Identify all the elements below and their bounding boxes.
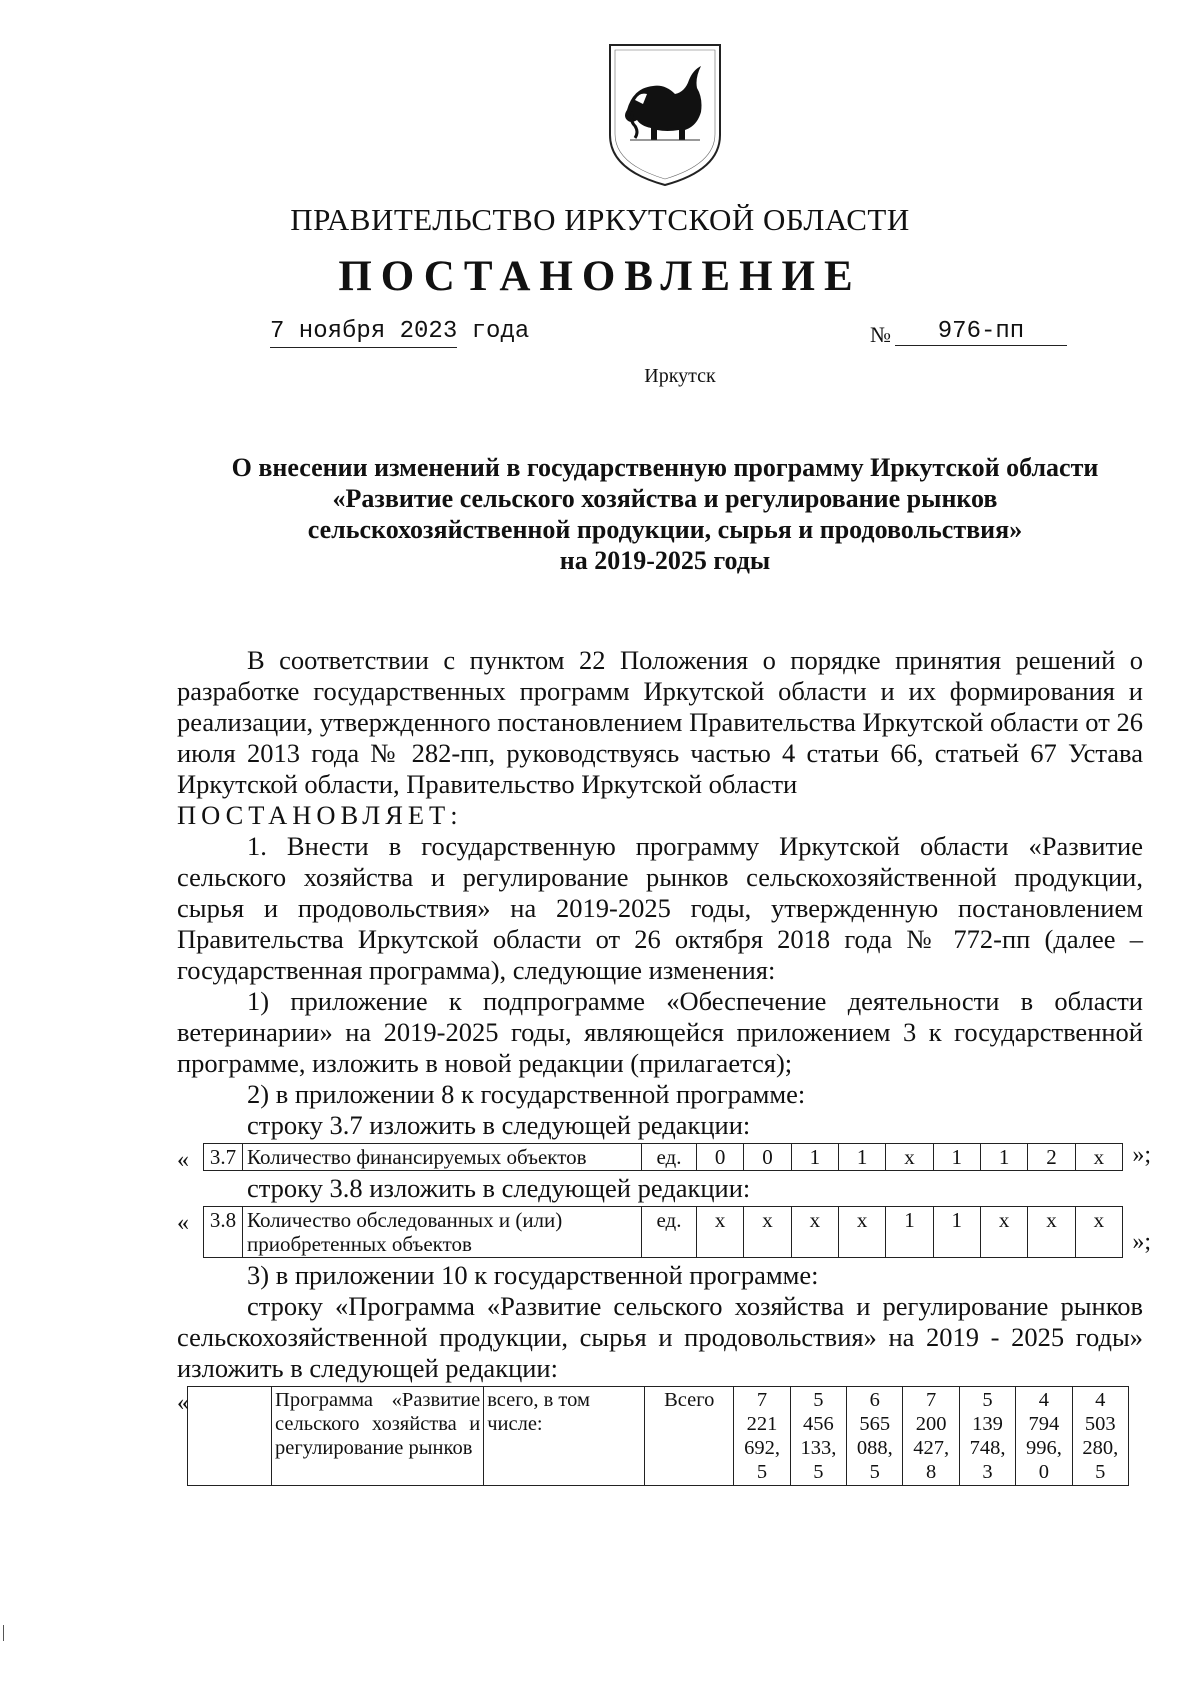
table-row	[204, 1144, 1123, 1171]
empty-cell	[188, 1387, 272, 1486]
row-unit: ед.	[642, 1144, 697, 1171]
row-value: х	[1075, 1144, 1122, 1171]
government-name: ПРАВИТЕЛЬСТВО ИРКУТСКОЙ ОБЛАСТИ	[290, 202, 910, 237]
row-value: 1	[886, 1207, 933, 1258]
table-row	[188, 1387, 1129, 1486]
decree-number-label: №	[870, 322, 891, 347]
program-row-intro: строку «Программа «Развитие сельского хозяйства и регулирование рынков сельскохозяйственной продукции, сырья и продовольствия» на 2019 - 2025 годы» изложить в следующей редакции:	[177, 1291, 1143, 1383]
row-value: х	[886, 1144, 933, 1171]
row-3-7-table	[203, 1143, 1123, 1171]
scan-margin-mark	[3, 1625, 4, 1641]
decree-date	[270, 318, 529, 345]
decree-date-suffix: года	[457, 318, 530, 345]
subject-line: на 2019-2025 годы	[559, 546, 771, 575]
sub-item-2-paragraph: 2) в приложении 8 к государственной программе:	[247, 1079, 806, 1109]
row-value: 1	[933, 1144, 980, 1171]
program-value: 7 200 427, 8	[903, 1387, 959, 1486]
program-value: 5 456 133, 5	[790, 1387, 846, 1486]
total-label: Всего	[645, 1387, 734, 1486]
row-description: Количество финансируемых объектов	[243, 1144, 642, 1171]
funding-source: всего, в том числе:	[484, 1387, 645, 1486]
row-number: 3.8	[204, 1207, 243, 1258]
row-value: х	[1028, 1207, 1075, 1258]
sub-item-1-paragraph: 1) приложение к подпрограмме «Обеспечение деятельности в области ветеринарии» на 2019-2025 годы, являющейся приложением 3 к государственной программе, изложить в новой редакции (прилагается);	[177, 986, 1143, 1078]
row-description: Количество обследованных и (или) приобретенных объектов	[243, 1207, 642, 1258]
program-row-table	[187, 1386, 1129, 1486]
program-value: 5 139 748, 3	[959, 1387, 1015, 1486]
program-row-block	[177, 1386, 1143, 1486]
decree-subject	[150, 452, 1180, 576]
row-value: х	[791, 1207, 838, 1258]
row-value: 0	[697, 1144, 744, 1171]
row-3-8-block	[177, 1206, 1151, 1258]
program-value: 7 221 692, 5	[734, 1387, 790, 1486]
row-number: 3.7	[204, 1144, 243, 1171]
row-3-8-table	[203, 1206, 1123, 1258]
row-value: х	[1075, 1207, 1122, 1258]
row-3-7-block	[177, 1142, 1151, 1173]
table-row	[204, 1207, 1123, 1258]
opening-quote: «	[177, 1390, 189, 1416]
row-value: х	[980, 1207, 1027, 1258]
decree-number: 976-пп	[895, 318, 1067, 346]
subject-line: «Развитие сельского хозяйства и регулирование рынков	[332, 484, 998, 513]
irkutsk-coat-of-arms-icon	[605, 40, 725, 190]
program-value: 6 565 088, 5	[847, 1387, 903, 1486]
closing-quote: »;	[1132, 1229, 1151, 1255]
document-type-title: ПОСТАНОВЛЕНИЕ	[338, 253, 862, 300]
opening-quote: «	[177, 1210, 189, 1236]
closing-quote: »;	[1132, 1142, 1151, 1168]
opening-quote: «	[177, 1147, 189, 1173]
program-value: 4 503 280, 5	[1072, 1387, 1128, 1486]
row-value: 1	[980, 1144, 1027, 1171]
row-value: х	[697, 1207, 744, 1258]
row-value: 2	[1028, 1144, 1075, 1171]
resolves-heading: ПОСТАНОВЛЯЕТ:	[177, 800, 463, 830]
row-value: х	[838, 1207, 885, 1258]
city: Иркутск	[644, 365, 716, 387]
subject-line: О внесении изменений в государственную программу Иркутской области	[231, 453, 1099, 482]
preamble-paragraph: В соответствии с пунктом 22 Положения о порядке принятия решений о разработке государственных программ Иркутской области и их формирования и реализации, утвержденного постановлением Правительства Иркутской области от 26 июля 2013 года № 282-пп, руководствуясь частью 4 статьи 66, статьей 67 Устава Иркутской области, Правительство Иркутской области	[177, 645, 1143, 799]
program-name: Программа «Развитие сельского хозяйства и регулирование рынков	[272, 1387, 484, 1486]
program-value: 4 794 996, 0	[1016, 1387, 1072, 1486]
row-value: х	[744, 1207, 791, 1258]
item-1-paragraph: 1. Внести в государственную программу Иркутской области «Развитие сельского хозяйства и регулирование рынков сельскохозяйственной продукции, сырья и продовольствия» на 2019-2025 годы, утвержденную постановлением Правительства Иркутской области от 26 октября 2018 года № 772-пп (далее – государственная программа), следующие изменения:	[177, 831, 1143, 985]
row-unit: ед.	[642, 1207, 697, 1258]
sub-item-3-paragraph: 3) в приложении 10 к государственной программе:	[247, 1260, 819, 1290]
decree-date-value: 7 ноября 2023	[270, 318, 457, 348]
row-value: 0	[744, 1144, 791, 1171]
row-value: 1	[791, 1144, 838, 1171]
row-3-7-intro: строку 3.7 изложить в следующей редакции:	[247, 1110, 751, 1140]
row-value: 1	[838, 1144, 885, 1171]
subject-line: сельскохозяйственной продукции, сырья и продовольствия»	[307, 515, 1023, 544]
row-3-8-intro: строку 3.8 изложить в следующей редакции:	[247, 1173, 751, 1203]
decree-body	[177, 645, 1151, 1488]
row-value: 1	[933, 1207, 980, 1258]
